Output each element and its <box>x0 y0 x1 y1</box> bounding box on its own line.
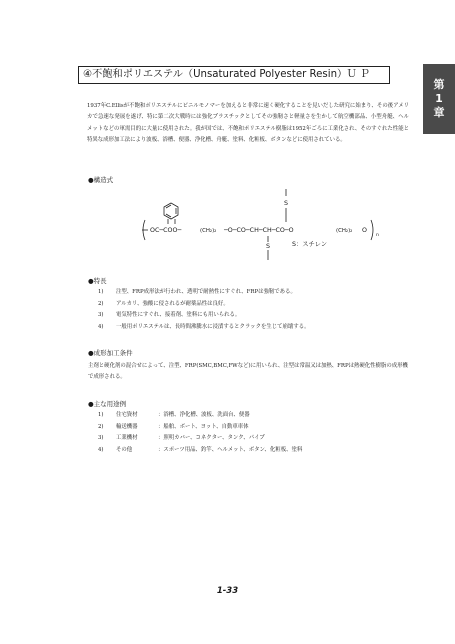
list-item: 3) 電気特性にすぐれ、接着剤、塗料にも用いられる。 <box>98 312 241 319</box>
structural-formula <box>140 184 390 264</box>
list-item: 3) 工業機材 ：照明カバー、コネクター、タンク、パイプ <box>98 435 265 442</box>
molding-paragraph: 主剤と硬化剤の混合せによって、注型、FRP(SMC,BMC,FWなど)に用いられ、注型は常温又は加熱、FRPは熱硬化性樹脂の成形機で成形される。 <box>88 363 408 381</box>
heading-uses: ●主な用途例 <box>88 400 127 408</box>
heading-features: ●特長 <box>88 277 107 285</box>
structural-formula-diagram <box>140 184 390 264</box>
formula-subscript-n: n <box>376 233 379 238</box>
chapter-tab-char-2: 1 <box>435 92 443 105</box>
list-item: 2) 輸送機器 ：船舶、ボート、ヨット、自動車車体 <box>98 423 249 430</box>
chapter-tab-char-3: 章 <box>433 106 445 119</box>
list-item: 1) 住宅資材 ：浴槽、浄化槽、波板、洗面台、便器 <box>98 412 250 418</box>
heading-structure: ●構造式 <box>88 176 114 184</box>
uses-list <box>98 410 302 456</box>
chapter-tab[interactable] <box>423 64 455 134</box>
chapter-tab-char-1: 第 <box>433 78 445 91</box>
styrene-label-bottom: S <box>266 243 270 250</box>
formula-ch2-2: (CH₂)₂ <box>336 228 353 234</box>
bracket-right <box>371 220 373 240</box>
formula-main-chain: ─O─CO─CH─CH─CO─O <box>224 227 294 234</box>
formula-o-end: O <box>362 227 367 234</box>
section-title-text: ④不飽和ポリエステル（Unsaturated Polyester Resin） <box>83 69 348 80</box>
formula-oc-coo: OC─COO─ <box>150 227 182 234</box>
page-number: 1-33 <box>216 586 239 596</box>
resin-code: ＵＰ <box>346 69 373 80</box>
heading-molding: ●成形加工条件 <box>88 349 133 357</box>
styrene-label-top: S <box>284 200 288 207</box>
intro-paragraph: 1937年C.Ellisが不飽和ポリエステルにビニルモノマーを加えると非常に速く硬化することを見いだした研究に始まり、その後アメリカで急速な発展を遂げ、特に第二次大戦時には強化プラスチックとしてその強靭さと軽量さを生かして航空機部品、小型舟艇、ヘルメットなどの軍需目的に大量に使用された。我が国では、不飽和ポリエステル樹脂は1952年ごろに工業化され、そのすぐれた性能と特異な成形加工法により波板、浴槽、便器、浄化槽、舟艇、塗料、化粧板、ボタンなどに使用されている。 <box>87 103 409 144</box>
formula-ch2-1: (CH₂)₂ <box>200 228 217 234</box>
list-item: 2) アルカリ、強酸に侵されるが耐薬品性は良好。 <box>98 300 229 307</box>
list-item: 4) その他 ：スポーツ用品、釣竿、ヘルメット、ボタン、化粧板、塗料 <box>98 446 303 453</box>
features-list <box>98 287 309 333</box>
section-title <box>78 66 390 84</box>
list-item: 4) 一般用ポリエステルは、長時間沸騰水に浸漬するとクラックを生じて崩壊する。 <box>98 323 310 330</box>
formula-legend: S：スチレン <box>292 241 328 248</box>
list-item: 1) 注型、FRP成形法が行われ、透明で耐熱性にすぐれ、FRPは強靭である。 <box>98 289 296 295</box>
